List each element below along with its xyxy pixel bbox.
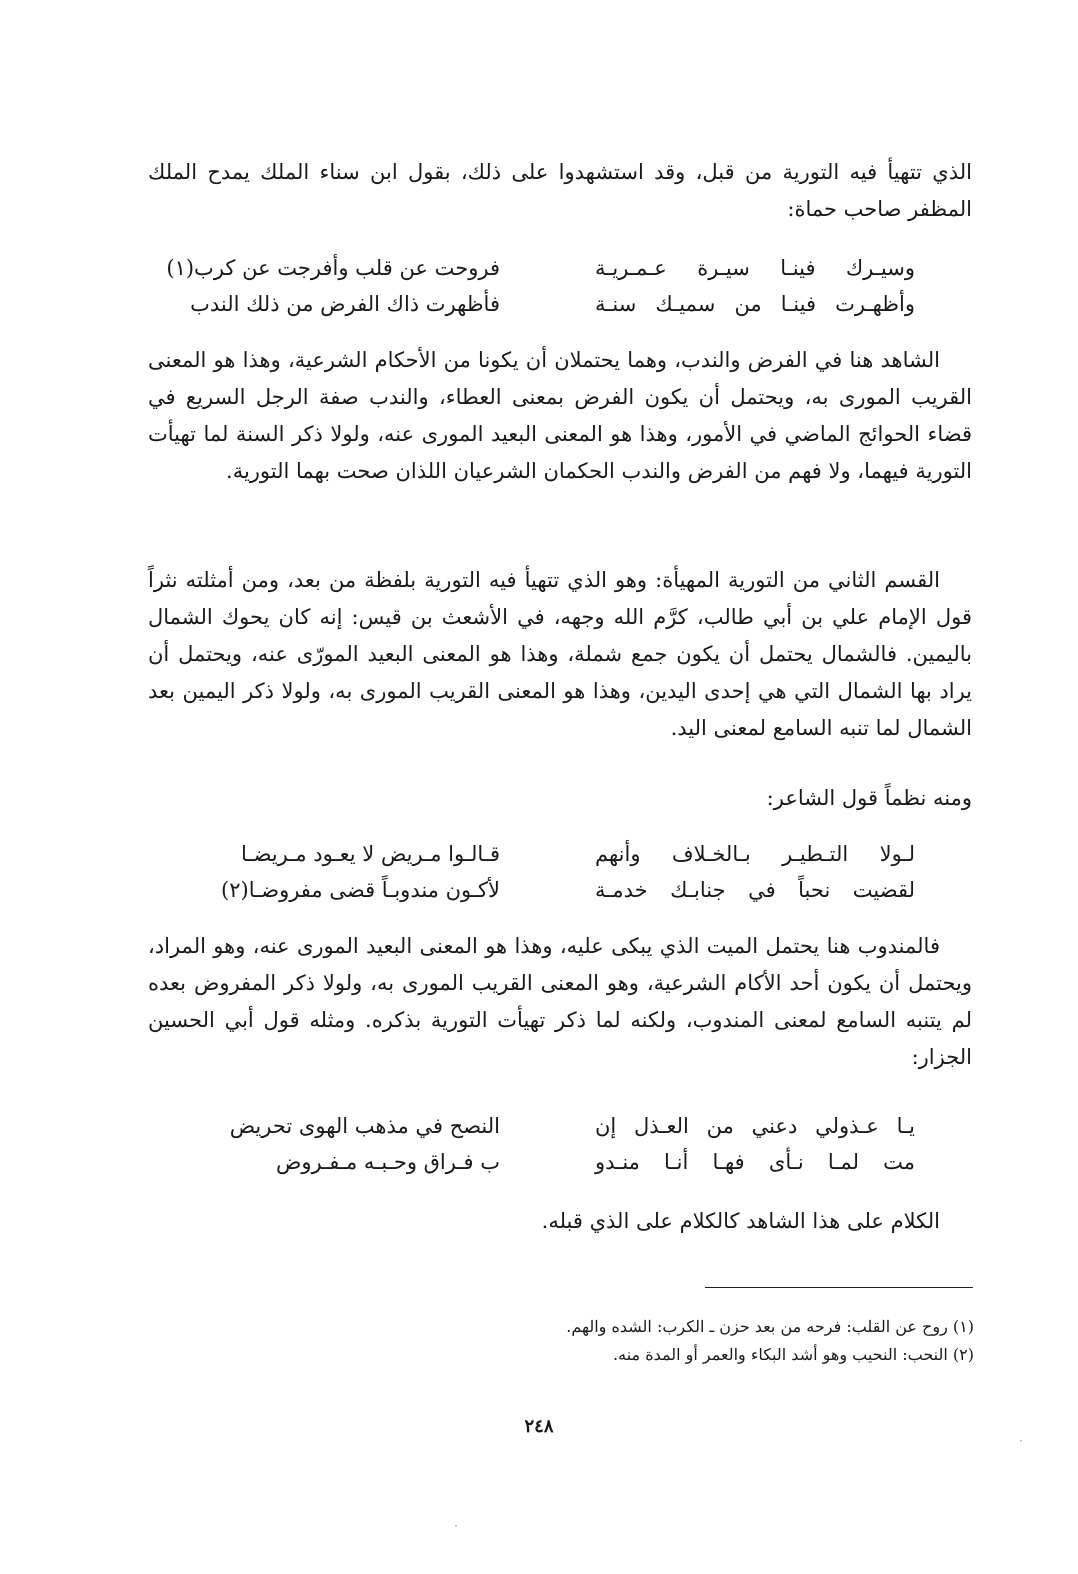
- paragraph-body: فالمندوب هنا يحتمل الميت الذي يبكى عليه، وهذا هو المعنى البعيد المورى عنه، وهو المراد، ويحتمل أن يكون أحد الأكام الشرعية، وهو المعنى القريب المورى به، ولولا ذكر المفروض بعده لم يتنبه السامع لمعنى المندوب، ولكنه لما ذكر تهيأت التورية بذكره. ومثله قول أبي الحسين الجزار:: [148, 934, 972, 1069]
- verse-line: [166, 250, 915, 286]
- paragraph-body: القسم الثاني من التورية المهيأة: وهو الذي تتهيأ فيه التورية بلفظة من بعد، ومن أمثلته نثراً قول الإمام علي بن أبي طالب، كرَّم الله وجهه، في الأشعث بن قيس: إنه كان يحوك الشمال باليمين. فالشمال يحتمل أن يكون جمع شملة، وهذا هو المعنى البعيد المورّى عنه، ويحتمل أن يراد بها الشمال التي هي إحدى اليدين، وهذا هو المعنى القريب المورى به، ولولا ذكر اليمين بعد الشمال لما تنبه السامع لمعنى اليد.: [148, 568, 972, 740]
- scan-speck: [1020, 1440, 1022, 1442]
- paragraph-text: [148, 1203, 972, 1240]
- verse-line: [180, 1108, 915, 1144]
- paragraph-text: [148, 928, 972, 1076]
- verse-hemistich-second: قـالـوا مـريض لا يعـود مـريضـا: [241, 842, 500, 866]
- paragraph-6: [148, 1203, 972, 1240]
- paragraph-body: الكلام على هذا الشاهد كالكلام على الذي قبله.: [541, 1209, 940, 1233]
- footnote-1: (١) روح عن القلب: فرحه من بعد حزن ـ الكرب: الشده والهم.: [566, 1317, 974, 1336]
- verse-hemistich-first: وسيـرك فينـا سيـرة عـمـريـة: [595, 256, 915, 280]
- verse-line: [180, 1144, 915, 1180]
- footnotes: [400, 1313, 974, 1369]
- verse-hemistich-second: لأكـون مندوبـاً قضى مفروضـا(٢): [221, 878, 500, 902]
- verse-hemistich-first: يـا عـذولي دعني من العـذل إن: [595, 1114, 915, 1138]
- verse-hemistich-second: فأظهرت ذاك الفرض من ذلك الندب: [190, 292, 500, 316]
- verse-hemistich-first: مت لمـا نـأى فهـا أنـا منـدو: [595, 1150, 915, 1174]
- paragraph-1: [148, 154, 972, 228]
- paragraph-text: [148, 342, 972, 490]
- verse-hemistich-first: لقضيت نحباً في جنابـك خدمـة: [595, 878, 915, 902]
- verse-line: [180, 836, 915, 872]
- footnote-2: (٢) النحب: النحيب وهو أشد البكاء والعمر أو المدة منه.: [613, 1345, 974, 1364]
- paragraph-5: [148, 928, 972, 1076]
- paragraph-3: [148, 562, 972, 747]
- verse-hemistich-first: لـولا التـطيـر بـالخـلاف وأنهم: [595, 842, 915, 866]
- verse-2: [180, 836, 915, 908]
- page-number: ٢٤٨: [524, 1416, 554, 1437]
- paragraph-text: [148, 780, 972, 817]
- verse-line: [180, 872, 915, 908]
- paragraph-text: الذي تتهيأ فيه التورية من قبل، وقد استشهدوا على ذلك، بقول ابن سناء الملك يمدح الملك المظفر صاحب حماة:: [148, 160, 972, 221]
- footnote-separator: [705, 1287, 973, 1288]
- verse-line: [180, 286, 915, 322]
- paragraph-body: ومنه نظماً قول الشاعر:: [766, 786, 972, 810]
- paragraph-body: الشاهد هنا في الفرض والندب، وهما يحتملان أن يكونا من الأحكام الشرعية، وهذا هو المعنى القريب المورى به، ويحتمل أن يكون الفرض بمعنى العطاء، والندب صفة الرجل السريع في قضاء الحوائج الماضي في الأمور، وهذا هو المعنى البعيد المورى عنه، ولولا ذكر السنة لما تهيأت التورية فيهما، ولا فهم من الفرض والندب الحكمان الشرعيان اللذان صحت بهما التورية.: [148, 348, 972, 483]
- scan-speck: [455, 1525, 457, 1527]
- verse-1: [166, 250, 915, 322]
- paragraph-2: [148, 342, 972, 490]
- verse-hemistich-second: النصح في مذهب الهوى تحريض: [229, 1114, 500, 1138]
- paragraph-4: [148, 780, 972, 817]
- verse-hemistich-second: ب فـراق وحـبـه مـفـروض: [275, 1150, 500, 1174]
- paragraph-text: [148, 562, 972, 747]
- verse-3: [180, 1108, 915, 1180]
- verse-hemistich-second: فروحت عن قلب وأفرجت عن كرب(١): [166, 256, 500, 280]
- verse-hemistich-first: وأظهـرت فينـا من سميـك سنـة: [595, 292, 915, 316]
